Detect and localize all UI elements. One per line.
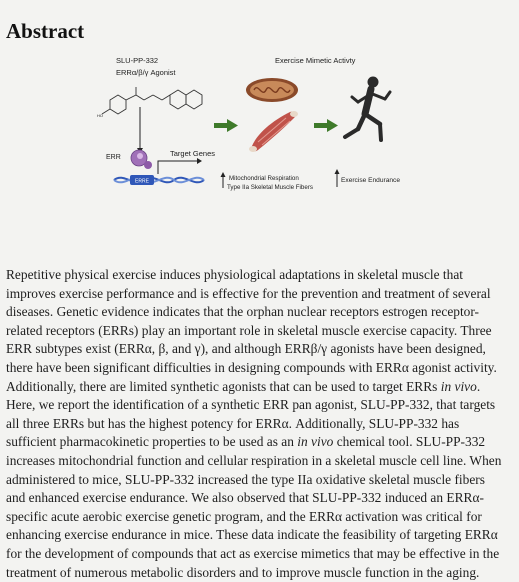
running-person-icon [345, 77, 390, 140]
abstract-line-italic: in vivo [441, 379, 477, 394]
abstract-line: all three ERRs but has the highest potency for ERRα. Additionally, SLU-PP-332 has [6, 415, 514, 434]
erre-label: ERRE [135, 179, 150, 185]
abstract-body [6, 266, 514, 582]
abstract-line-text: sufficient pharmacokinetic properties to be used as an [6, 434, 297, 449]
abstract-line: diseases. Genetic evidence indicates that the orphan nuclear receptors estrogen receptor- [6, 303, 514, 322]
endurance-up-arrow-icon [335, 169, 340, 187]
abstract-heading: Abstract [6, 19, 84, 44]
binding-arrow-icon [137, 107, 143, 153]
mitochondrion-icon [246, 78, 298, 102]
agonist-label: ERRα/β/γ Agonist [116, 68, 176, 77]
abstract-line: Repetitive physical exercise induces physiological adaptations in skeletal muscle that [6, 266, 514, 285]
effect-line-1: Mitochondrial Respiration [229, 175, 299, 182]
endurance-label: Exercise Endurance [341, 177, 400, 184]
graphical-abstract-svg [96, 52, 426, 210]
target-genes-arrow-icon [158, 158, 202, 174]
abstract-line: there have been significant difficulties in designing compounds with ERRα agonist activity. [6, 359, 514, 378]
abstract-line-text: chemical tool. SLU-PP-332 [333, 434, 485, 449]
green-arrow-icon-2 [314, 119, 338, 132]
molecule-structure-icon [102, 87, 202, 114]
abstract-line-text: Additionally, there are limited synthetic agonists that can be used to target ERRs [6, 379, 441, 394]
abstract-line: related receptors (ERRs) play an important role in skeletal muscle exercise capacity. Three [6, 322, 514, 341]
abstract-line: administered to mice, SLU-PP-332 increased the type IIa oxidative skeletal muscle fibers [6, 471, 514, 490]
abstract-line [6, 378, 514, 397]
abstract-line: ERR subtypes exist (ERRα, β, and γ), and although ERRβ/γ agonists have been designed, [6, 340, 514, 359]
abstract-line: and enhanced exercise endurance. We also observed that SLU-PP-332 induced an ERRα- [6, 489, 514, 508]
abstract-line: treatment of numerous metabolic disorders and to improve muscle function in the aging. [6, 564, 514, 582]
activity-title: Exercise Mimetic Activty [275, 56, 356, 65]
abstract-line-text: . [477, 379, 480, 394]
compound-label: SLU-PP-332 [116, 56, 158, 65]
muscle-fiber-icon [249, 111, 298, 152]
graphical-abstract-figure [96, 52, 426, 210]
abstract-line [6, 433, 514, 452]
molecule-ho-label: HO [97, 113, 103, 118]
abstract-line: increases mitochondrial function and cellular respiration in a skeletal muscle cell line. When [6, 452, 514, 471]
dna-helix-icon [114, 175, 204, 185]
green-arrow-icon-1 [214, 119, 238, 132]
err-label: ERR [106, 154, 121, 161]
effect-line-2: Type IIa Skeletal Muscle Fibers [227, 184, 313, 191]
abstract-line: Here, we report the identification of a synthetic ERR pan agonist, SLU-PP-332, that targets [6, 396, 514, 415]
effect-up-arrow-icon [221, 172, 226, 188]
receptor-protein-icon [131, 150, 152, 169]
abstract-line: specific acute aerobic exercise genetic program, and the ERRα activation was critical for [6, 508, 514, 527]
abstract-line: for the development of compounds that act as exercise mimetics that may be effective in the [6, 545, 514, 564]
abstract-line-italic: in vivo [297, 434, 333, 449]
abstract-line: enhancing exercise endurance in mice. These data indicate the feasibility of targeting ERRα [6, 526, 514, 545]
target-genes-label: Target Genes [170, 149, 215, 158]
abstract-line: improves exercise performance and is effective for the prevention and treatment of several [6, 285, 514, 304]
